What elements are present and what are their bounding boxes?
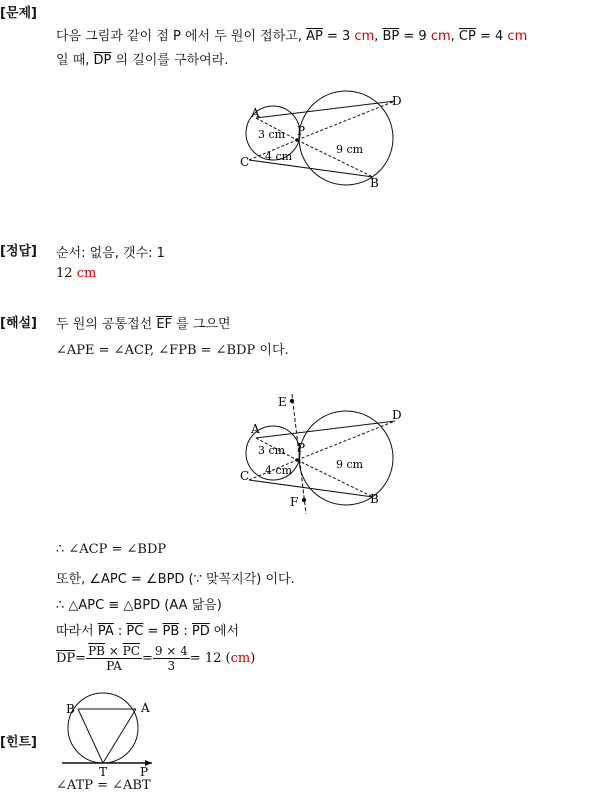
label-t: T bbox=[99, 765, 108, 779]
segment-cp: $\overline{CP}$ bbox=[458, 29, 476, 44]
solution-tag: [해설] bbox=[0, 316, 37, 331]
solution-step-3: ∴ △APC ≡ △BPD (AA 닮음) bbox=[56, 598, 222, 613]
fraction-1-numerator bbox=[86, 644, 142, 659]
label-b: B bbox=[370, 492, 379, 506]
solution-step-5 bbox=[56, 638, 255, 678]
answer-value: 12 bbox=[56, 266, 73, 281]
segment-pa: $\overline{PA}$ bbox=[97, 624, 114, 639]
segment-pc: $\overline{PC}$ bbox=[126, 624, 144, 639]
problem-line2-pre: 일 때, bbox=[56, 53, 90, 68]
segment-pb: $\overline{PB}$ bbox=[162, 624, 180, 639]
label-a: A bbox=[251, 422, 260, 436]
equals: = bbox=[143, 624, 163, 639]
hint-circle bbox=[68, 693, 138, 763]
point-p bbox=[295, 458, 299, 462]
problem-line-1: 다음 그림과 같이 점 P 에서 두 원이 접하고, $\overline{AP} = 3$ cm, $\overline{BP} = 9$ cm, $\overline{CP} = 4$ cm bbox=[56, 29, 528, 44]
solution-line-2: ∠APE = ∠ACP, ∠FPB = ∠BDP 이다. bbox=[56, 343, 289, 358]
length-cp: 4 cm bbox=[265, 464, 293, 477]
figure-two-circles bbox=[230, 80, 420, 192]
segment-bp: $\overline{BP}$ bbox=[382, 29, 400, 44]
colon: : bbox=[179, 624, 192, 639]
result: = 12 ( bbox=[189, 650, 231, 666]
label-p: P bbox=[297, 124, 306, 138]
segment-dp: $\overline{DP}$ bbox=[93, 53, 112, 68]
equals: = bbox=[141, 650, 153, 666]
step4-post: 에서 bbox=[209, 624, 240, 639]
label-c: C bbox=[240, 469, 250, 483]
fraction-2 bbox=[153, 644, 190, 673]
result-unit: cm bbox=[230, 650, 251, 666]
answer-unit: cm bbox=[76, 266, 97, 281]
solution-step-1: ∴ ∠ACP = ∠BDP bbox=[56, 542, 167, 557]
figure-tangent-line bbox=[230, 390, 420, 518]
segment-pd: $\overline{PD}$ bbox=[191, 624, 210, 639]
solution-line-1 bbox=[56, 313, 231, 332]
label-c: C bbox=[240, 155, 250, 169]
colon: : bbox=[113, 624, 127, 639]
hint-tag: [힌트] bbox=[0, 735, 37, 750]
label-d: D bbox=[392, 94, 402, 108]
fraction-1 bbox=[86, 644, 142, 673]
eq-cp: = 4 bbox=[475, 29, 504, 44]
length-cp: 4 cm bbox=[265, 150, 293, 163]
problem-line-2 bbox=[56, 49, 228, 68]
large-circle bbox=[299, 91, 393, 185]
answer-value-line bbox=[56, 266, 96, 281]
label-a: A bbox=[251, 106, 260, 120]
eq-bp: = 9 bbox=[399, 29, 427, 44]
figure-hint-circle bbox=[56, 688, 166, 780]
answer-order: 순서: 없음, 갯수: 1 bbox=[56, 246, 165, 261]
label-p: P bbox=[140, 765, 149, 779]
step4-pre: 따라서 bbox=[56, 624, 94, 639]
unit-cm: cm bbox=[354, 29, 375, 44]
hint-formula: ∠ATP = ∠ABT bbox=[56, 778, 151, 793]
problem-text: 다음 그림과 같이 점 P 에서 두 원이 접하고, bbox=[56, 29, 302, 44]
solution-line1-post: 를 그으면 bbox=[176, 317, 231, 332]
equals: = bbox=[75, 650, 87, 666]
line-bt bbox=[78, 709, 103, 763]
segment-dp: $\overline{DP}$ bbox=[56, 650, 76, 666]
segment-ef: $\overline{EF}$ bbox=[156, 317, 173, 332]
label-b: B bbox=[66, 702, 75, 716]
segment-pb: $\overline{PB}$ bbox=[88, 643, 105, 658]
length-bp: 9 cm bbox=[336, 143, 364, 156]
point-f bbox=[302, 498, 306, 502]
length-ap: 3 cm bbox=[258, 128, 286, 141]
point-p bbox=[295, 138, 299, 142]
length-ap: 3 cm bbox=[258, 444, 286, 457]
solution-line1-pre: 두 원의 공통접선 bbox=[56, 317, 153, 332]
unit-cm: cm bbox=[507, 29, 528, 44]
times: × bbox=[104, 643, 123, 658]
line-at bbox=[103, 709, 136, 763]
fraction-2-denominator: 3 bbox=[167, 658, 176, 673]
eq-ap: = 3 bbox=[322, 29, 351, 44]
solution-step-2: 또한, ∠APC = ∠BPD (∵ 맞꼭지각) 이다. bbox=[56, 572, 295, 587]
line-cb bbox=[249, 480, 373, 497]
point-e bbox=[290, 399, 294, 403]
fraction-2-numerator: 9 × 4 bbox=[154, 643, 188, 658]
label-f: F bbox=[290, 495, 299, 509]
solution-step-4 bbox=[56, 620, 239, 639]
close-paren: ) bbox=[250, 650, 256, 666]
length-bp: 9 cm bbox=[336, 458, 364, 471]
segment-pc: $\overline{PC}$ bbox=[122, 643, 140, 658]
unit-cm: cm bbox=[430, 29, 451, 44]
label-p: P bbox=[297, 441, 306, 455]
label-d: D bbox=[392, 408, 402, 422]
label-b: B bbox=[370, 176, 379, 190]
fraction-1-denominator: PA bbox=[106, 658, 122, 673]
problem-tag: [문제] bbox=[0, 6, 37, 21]
problem-line2-post: 의 길이를 구하여라. bbox=[111, 53, 229, 68]
label-e: E bbox=[278, 395, 287, 409]
answer-tag: [정답] bbox=[0, 244, 37, 259]
label-a: A bbox=[141, 701, 150, 715]
segment-ap: $\overline{AP}$ bbox=[306, 29, 323, 44]
